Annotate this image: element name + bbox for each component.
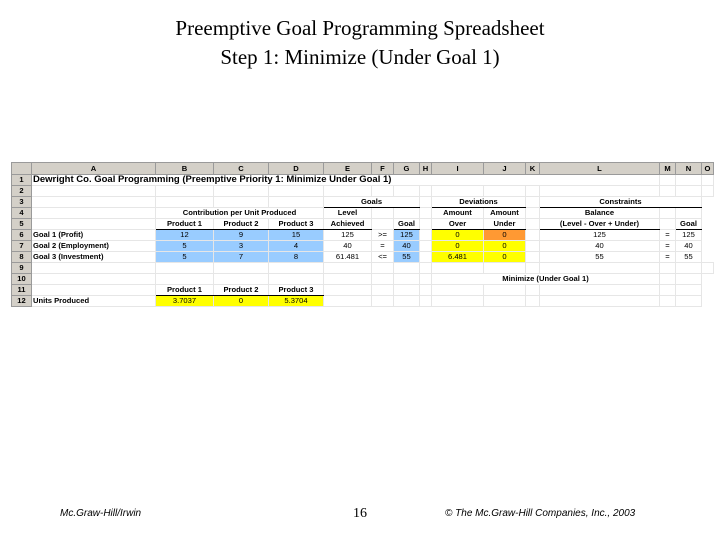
sheet-row xyxy=(12,285,714,296)
goals-header[interactable]: Goals xyxy=(324,197,420,208)
amount-over-header[interactable]: Amount xyxy=(432,208,484,219)
sheet-row xyxy=(12,208,714,219)
row-header-7[interactable]: 7 xyxy=(12,241,32,252)
constraint-goal-cell[interactable]: 55 xyxy=(676,252,702,263)
level-achieved-cell[interactable]: 40 xyxy=(324,241,372,252)
slide-title-line-1: Preemptive Goal Programming Spreadsheet xyxy=(175,16,545,40)
page-number: 16 xyxy=(353,506,367,521)
goal-value-cell[interactable]: 125 xyxy=(394,230,420,241)
column-header-b[interactable]: B xyxy=(156,163,214,175)
units-product-2-header[interactable]: Product 2 xyxy=(214,285,269,296)
balance-cell[interactable]: 125 xyxy=(540,230,660,241)
balance-cell[interactable]: 40 xyxy=(540,241,660,252)
column-header-f[interactable]: F xyxy=(372,163,394,175)
over-header[interactable]: Over xyxy=(432,219,484,230)
achieved-header[interactable]: Achieved xyxy=(324,219,372,230)
constraints-header[interactable]: Constraints xyxy=(540,197,702,208)
units-produced-cell[interactable]: 5.3704 xyxy=(269,296,324,307)
product-3-header[interactable]: Product 3 xyxy=(269,219,324,230)
sheet-title-cell[interactable]: Dewright Co. Goal Programming (Preemptive Priority 1: Minimize Under Goal 1) xyxy=(32,175,660,186)
goal-label[interactable]: Goal 2 (Employment) xyxy=(32,241,156,252)
footer-publisher: Mc.Graw-Hill/Irwin xyxy=(60,508,142,519)
balance-header[interactable]: Balance xyxy=(540,208,660,219)
column-header-o[interactable]: O xyxy=(702,163,714,175)
sign-cell[interactable]: >= xyxy=(372,230,394,241)
units-produced-cell[interactable]: 0 xyxy=(214,296,269,307)
row-header-9[interactable]: 9 xyxy=(12,263,32,274)
constraint-goal-header[interactable]: Goal xyxy=(676,219,702,230)
column-header-i[interactable]: I xyxy=(432,163,484,175)
table-row xyxy=(12,230,714,241)
row-header-12[interactable]: 12 xyxy=(12,296,32,307)
level-achieved-cell[interactable]: 125 xyxy=(324,230,372,241)
balance-cell[interactable]: 55 xyxy=(540,252,660,263)
table-row xyxy=(12,252,714,263)
goal-value-cell[interactable]: 55 xyxy=(394,252,420,263)
footer-copyright: © The Mc.Graw-Hill Companies, Inc., 2003 xyxy=(445,508,636,519)
table-row xyxy=(12,241,714,252)
contribution-cell[interactable]: 12 xyxy=(156,230,214,241)
deviations-header[interactable]: Deviations xyxy=(432,197,526,208)
sheet-row xyxy=(12,186,714,197)
objective-label[interactable]: Minimize (Under Goal 1) xyxy=(432,274,660,285)
sheet-row xyxy=(12,197,714,208)
column-header-l[interactable]: L xyxy=(540,163,660,175)
contribution-cell[interactable]: 5 xyxy=(156,241,214,252)
column-header-j[interactable]: J xyxy=(484,163,526,175)
goal-header[interactable]: Goal xyxy=(394,219,420,230)
contribution-cell[interactable]: 8 xyxy=(269,252,324,263)
row-header-11[interactable]: 11 xyxy=(12,285,32,296)
equals-cell[interactable]: = xyxy=(660,252,676,263)
contribution-cell[interactable]: 7 xyxy=(214,252,269,263)
contribution-cell[interactable]: 5 xyxy=(156,252,214,263)
row-header-10[interactable]: 10 xyxy=(12,274,32,285)
contribution-cell[interactable]: 4 xyxy=(269,241,324,252)
row-header-1[interactable]: 1 xyxy=(12,175,32,186)
spreadsheet-grid xyxy=(11,162,714,307)
sign-cell[interactable]: = xyxy=(372,241,394,252)
over-cell[interactable]: 6.481 xyxy=(432,252,484,263)
level-header[interactable]: Level xyxy=(324,208,372,219)
column-header-m[interactable]: M xyxy=(660,163,676,175)
column-header-c[interactable]: C xyxy=(214,163,269,175)
column-header-row xyxy=(12,163,714,175)
contribution-cell[interactable]: 9 xyxy=(214,230,269,241)
sheet-row xyxy=(12,175,714,186)
column-header-a[interactable]: A xyxy=(32,163,156,175)
column-header-h[interactable]: H xyxy=(420,163,432,175)
units-produced-cell[interactable]: 3.7037 xyxy=(156,296,214,307)
balance-formula-header[interactable]: (Level - Over + Under) xyxy=(540,219,660,230)
product-2-header[interactable]: Product 2 xyxy=(214,219,269,230)
select-all-corner[interactable] xyxy=(12,163,32,175)
column-header-d[interactable]: D xyxy=(269,163,324,175)
row-header-2[interactable]: 2 xyxy=(12,186,32,197)
level-achieved-cell[interactable]: 61.481 xyxy=(324,252,372,263)
sheet-row xyxy=(12,274,714,285)
under-cell-objective[interactable]: 0 xyxy=(484,230,526,241)
goal-value-cell[interactable]: 40 xyxy=(394,241,420,252)
sheet-row xyxy=(12,263,714,274)
units-produced-label[interactable]: Units Produced xyxy=(32,296,156,307)
sign-cell[interactable]: <= xyxy=(372,252,394,263)
contribution-cell[interactable]: 3 xyxy=(214,241,269,252)
row-header-5[interactable]: 5 xyxy=(12,219,32,230)
goal-label[interactable]: Goal 3 (Investment) xyxy=(32,252,156,263)
under-header[interactable]: Under xyxy=(484,219,526,230)
goal-label[interactable]: Goal 1 (Profit) xyxy=(32,230,156,241)
constraint-goal-cell[interactable]: 40 xyxy=(676,241,702,252)
column-header-g[interactable]: G xyxy=(394,163,420,175)
constraint-goal-cell[interactable]: 125 xyxy=(676,230,702,241)
under-cell[interactable]: 0 xyxy=(484,241,526,252)
over-cell[interactable]: 0 xyxy=(432,230,484,241)
contribution-cell[interactable]: 15 xyxy=(269,230,324,241)
equals-cell[interactable]: = xyxy=(660,241,676,252)
column-header-e[interactable]: E xyxy=(324,163,372,175)
row-header-3[interactable]: 3 xyxy=(12,197,32,208)
product-1-header[interactable]: Product 1 xyxy=(156,219,214,230)
equals-cell[interactable]: = xyxy=(660,230,676,241)
units-product-3-header[interactable]: Product 3 xyxy=(269,285,324,296)
row-header-4[interactable]: 4 xyxy=(12,208,32,219)
column-header-k[interactable]: K xyxy=(526,163,540,175)
contribution-header[interactable]: Contribution per Unit Produced xyxy=(156,208,324,219)
sheet-row xyxy=(12,219,714,230)
row-header-8[interactable]: 8 xyxy=(12,252,32,263)
under-cell[interactable]: 0 xyxy=(484,252,526,263)
amount-under-header[interactable]: Amount xyxy=(484,208,526,219)
over-cell[interactable]: 0 xyxy=(432,241,484,252)
column-header-n[interactable]: N xyxy=(676,163,702,175)
row-header-6[interactable]: 6 xyxy=(12,230,32,241)
slide-title-line-2: Step 1: Minimize (Under Goal 1) xyxy=(220,45,500,69)
units-product-1-header[interactable]: Product 1 xyxy=(156,285,214,296)
table-row xyxy=(12,296,714,307)
